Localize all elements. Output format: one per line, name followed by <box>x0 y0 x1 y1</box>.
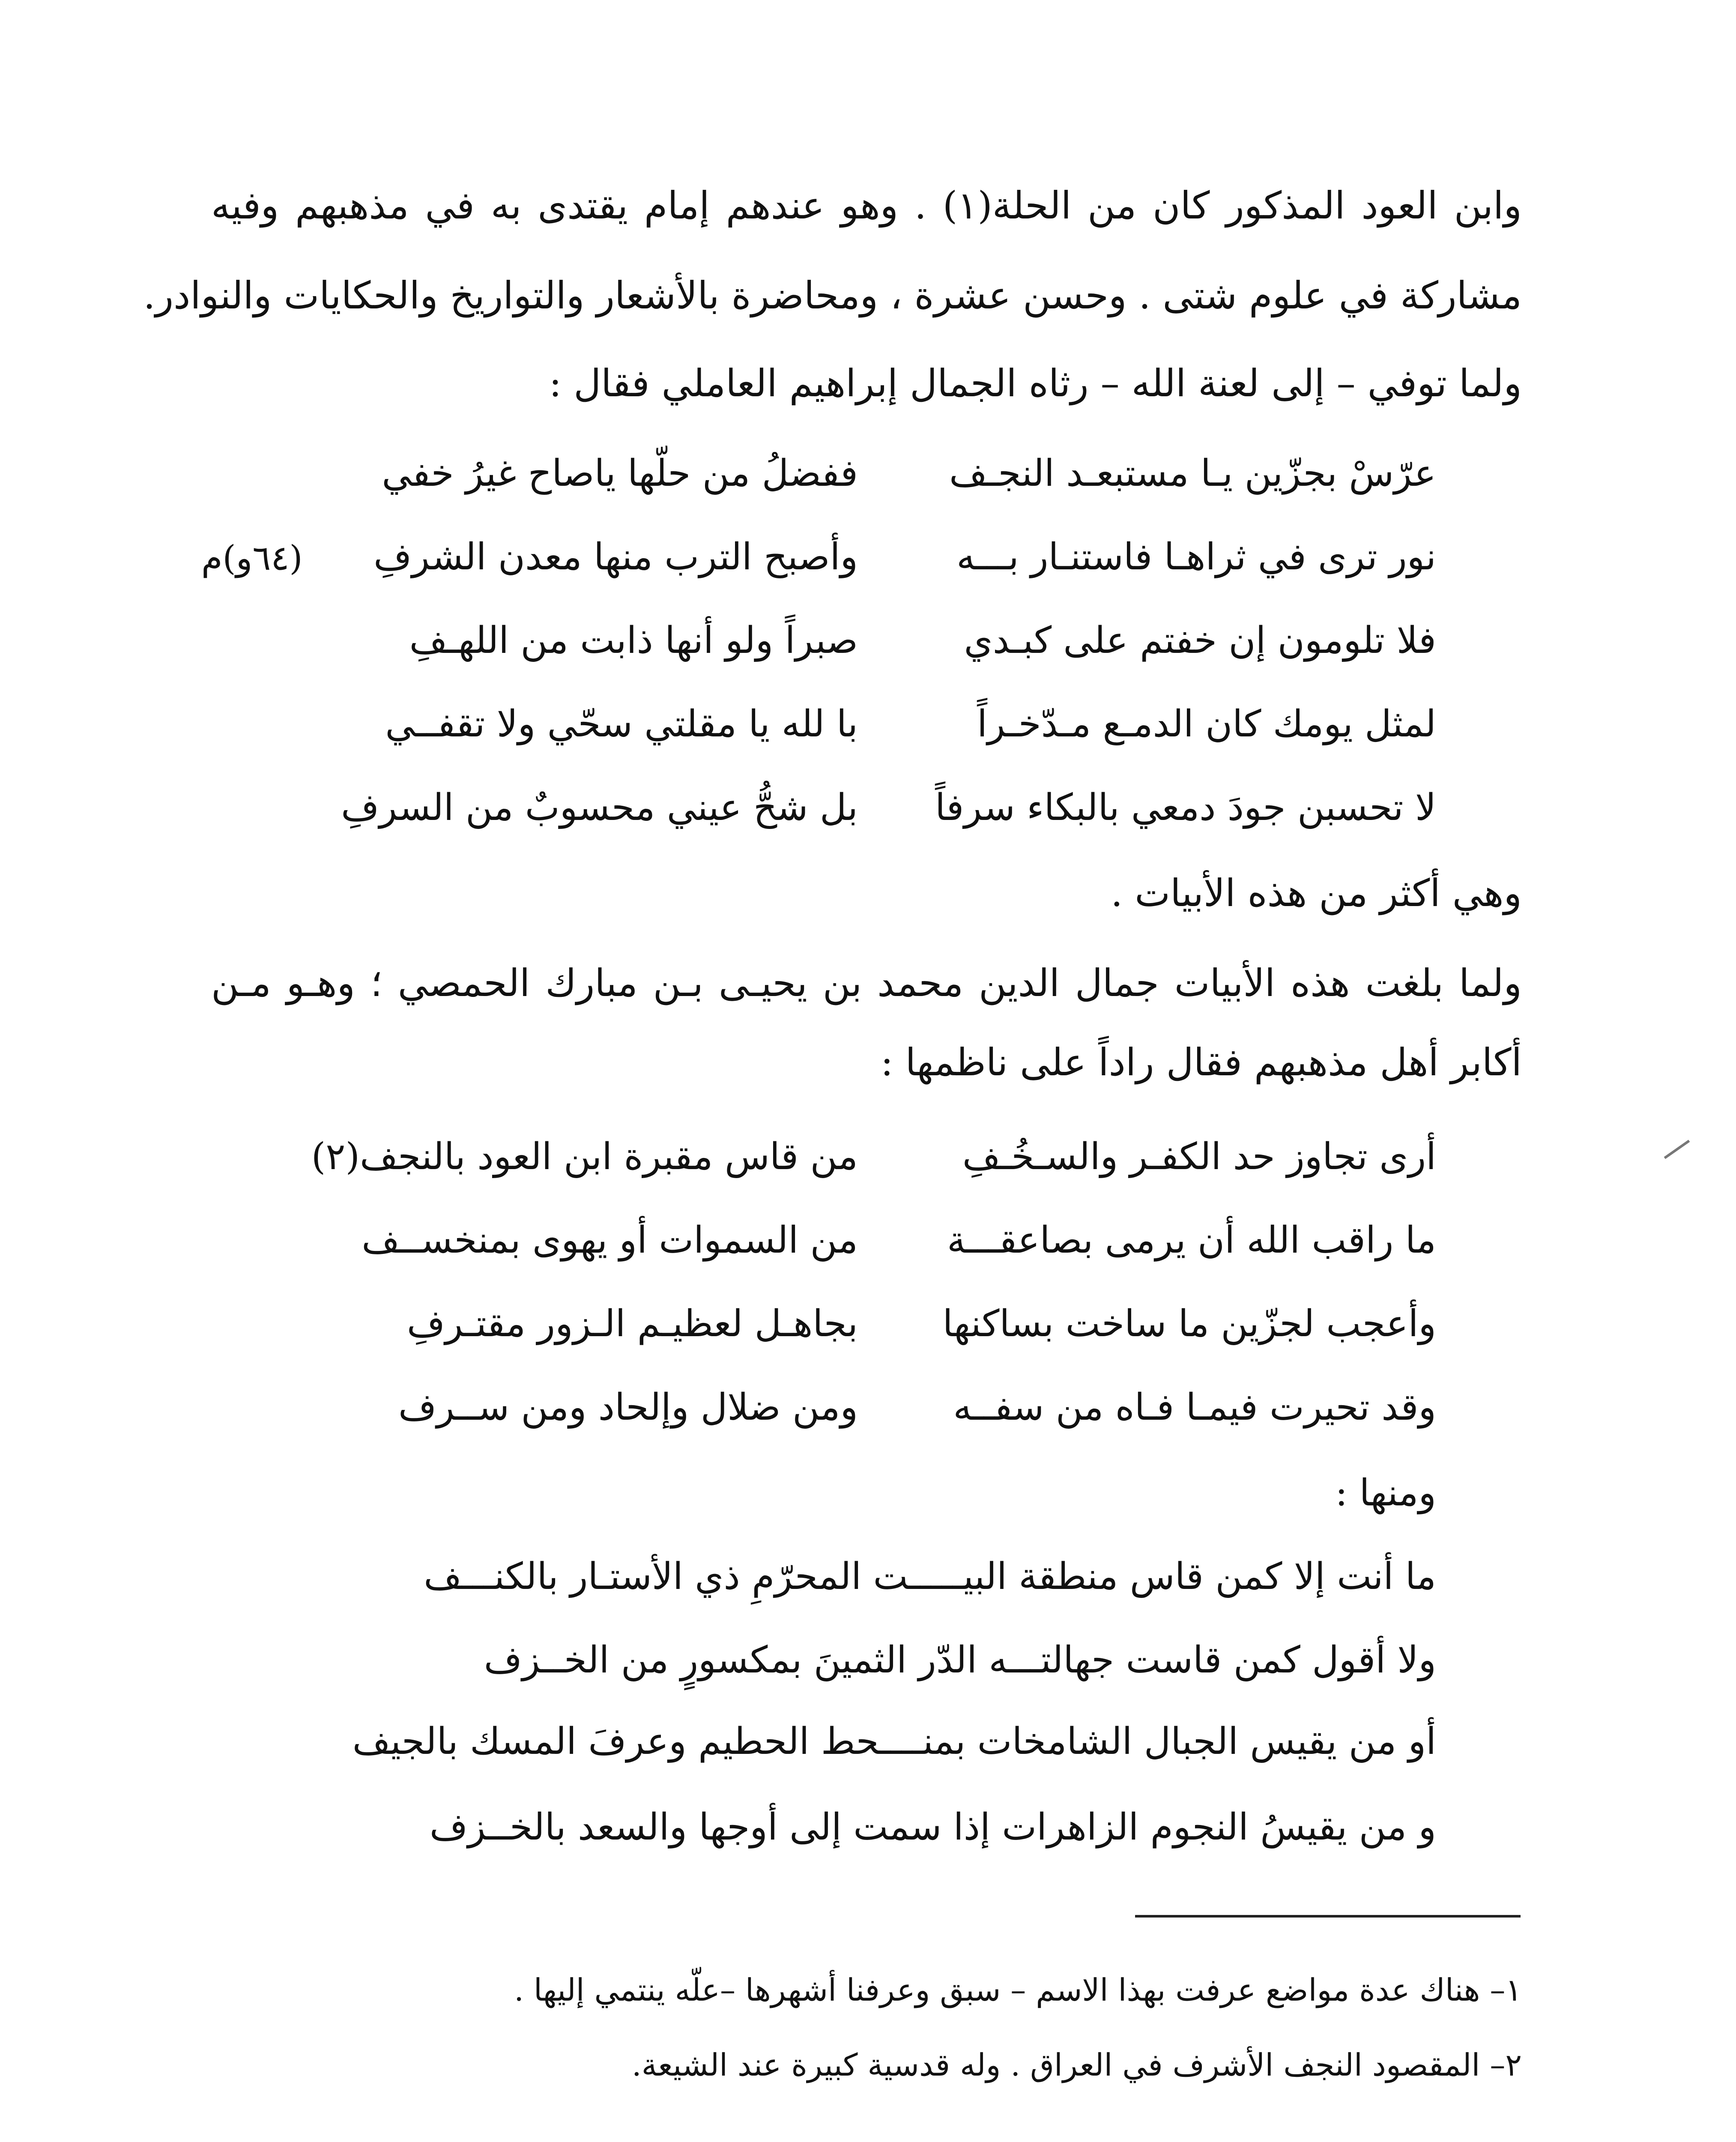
poem2-verse-2-left: من السموات أو يهوى بمنخســف <box>362 1219 858 1262</box>
poem3-verse-3: أو من يقيس الجبال الشامخات بمنــــحط الحطيم وعرفَ المسك بالجيف <box>352 1720 1436 1763</box>
poem1-verse-5-left: بل شحُّ عيني محسوبٌ من السرفِ <box>341 786 858 829</box>
poem2-verse-4-left: ومن ضلال وإلحاد ومن ســرف <box>398 1386 858 1429</box>
poem1-verse-2-right: نور ترى في ثراهـا فاستنـار بـــه <box>956 536 1436 578</box>
poem1-verse-3-left: صبراً ولو أنها ذابت من اللهـفِ <box>409 619 858 662</box>
poem1-verse-5-right: لا تحسبن جودَ دمعي بالبكاء سرفاً <box>935 786 1436 829</box>
prose-line-3: ولما توفي – إلى لعنة الله – رثاه الجمال إبراهيم العاملي فقال : <box>549 361 1522 405</box>
poem3-verse-2: ولا أقول كمن قاست جهالتـــه الدّر الثمينَ بمكسورٍ من الخــزف <box>484 1639 1436 1681</box>
after-poem1-line: وهي أكثر من هذه الأبيات . <box>1111 871 1522 915</box>
prose2-line-1: ولما بلغت هذه الأبيات جمال الدين محمد بن يحيـى بـن مبارك الحمصي ؛ وهـو مـن <box>211 961 1522 1005</box>
poem2-verse-3-left: بجاهـل لعظيـم الـزور مقتـرفِ <box>406 1302 858 1345</box>
poem1-verse-4-right: لمثل يومك كان الدمـع مـدّخـراً <box>977 703 1436 745</box>
poem3-verse-1: ما أنت إلا كمن قاس منطقة البيـــــت المحرّمِ ذي الأستـار بالكنـــف <box>424 1555 1436 1598</box>
prose-line-2: مشاركة في علوم شتى . وحسن عشرة ، ومحاضرة بالأشعار والتواريخ والحكايات والنوادر. <box>143 273 1522 317</box>
poem1-verse-1-right: عرّسْ بجزّين يـا مستبعـد النجـف <box>949 452 1436 495</box>
scan-mark <box>1664 1140 1690 1159</box>
poem2-verse-4-right: وقد تحيرت فيمـا فـاه من سفــه <box>953 1386 1436 1429</box>
poem1-verse-2-left: وأصبح الترب منها معدن الشرفِ <box>373 536 858 578</box>
poem1-verse-4-left: با لله يا مقلتي سحّي ولا تقفــي <box>385 703 858 745</box>
poem3-verse-4: و من يقيسُ النجوم الزاهرات إذا سمت إلى أوجها والسعد بالخــزف <box>429 1806 1436 1849</box>
prose2-line-2: أكابر أهل مذهبهم فقال راداً على ناظمها : <box>880 1040 1522 1084</box>
footnote-2: ٢– المقصود النجف الأشرف في العراق . وله قدسية كبيرة عند الشيعة. <box>631 2047 1522 2083</box>
manuscript-folio-note: (٦٤و)م <box>201 538 303 578</box>
poem2-verse-3-right: وأعجب لجزّين ما ساخت بساكنها <box>942 1302 1436 1345</box>
poem1-verse-3-right: فلا تلومون إن خفتم على كبـدي <box>964 619 1436 662</box>
prose-line-1: وابن العود المذكور كان من الحلة(١) . وهو عندهم إمام يقتدى به في مذهبهم وفيه <box>211 183 1522 227</box>
poem2-verse-1-left: من قاس مقبرة ابن العود بالنجف(٢) <box>311 1135 858 1178</box>
footnote-1: ١– هناك عدة مواضع عرفت بهذا الاسم – سبق وعرفنا أشهرها –علّه ينتمي إليها . <box>514 1972 1522 2008</box>
poem2-verse-1-right: أرى تجاوز حد الكفـر والسـخُـفِ <box>962 1135 1436 1178</box>
footnote-separator <box>1135 1915 1521 1918</box>
poem2-verse-2-right: ما راقب الله أن يرمى بصاعقـــة <box>947 1219 1436 1262</box>
poem1-verse-1-left: ففضلُ من حلّها ياصاح غيرُ خفي <box>382 452 858 495</box>
minha-label: ومنها : <box>1335 1472 1436 1514</box>
